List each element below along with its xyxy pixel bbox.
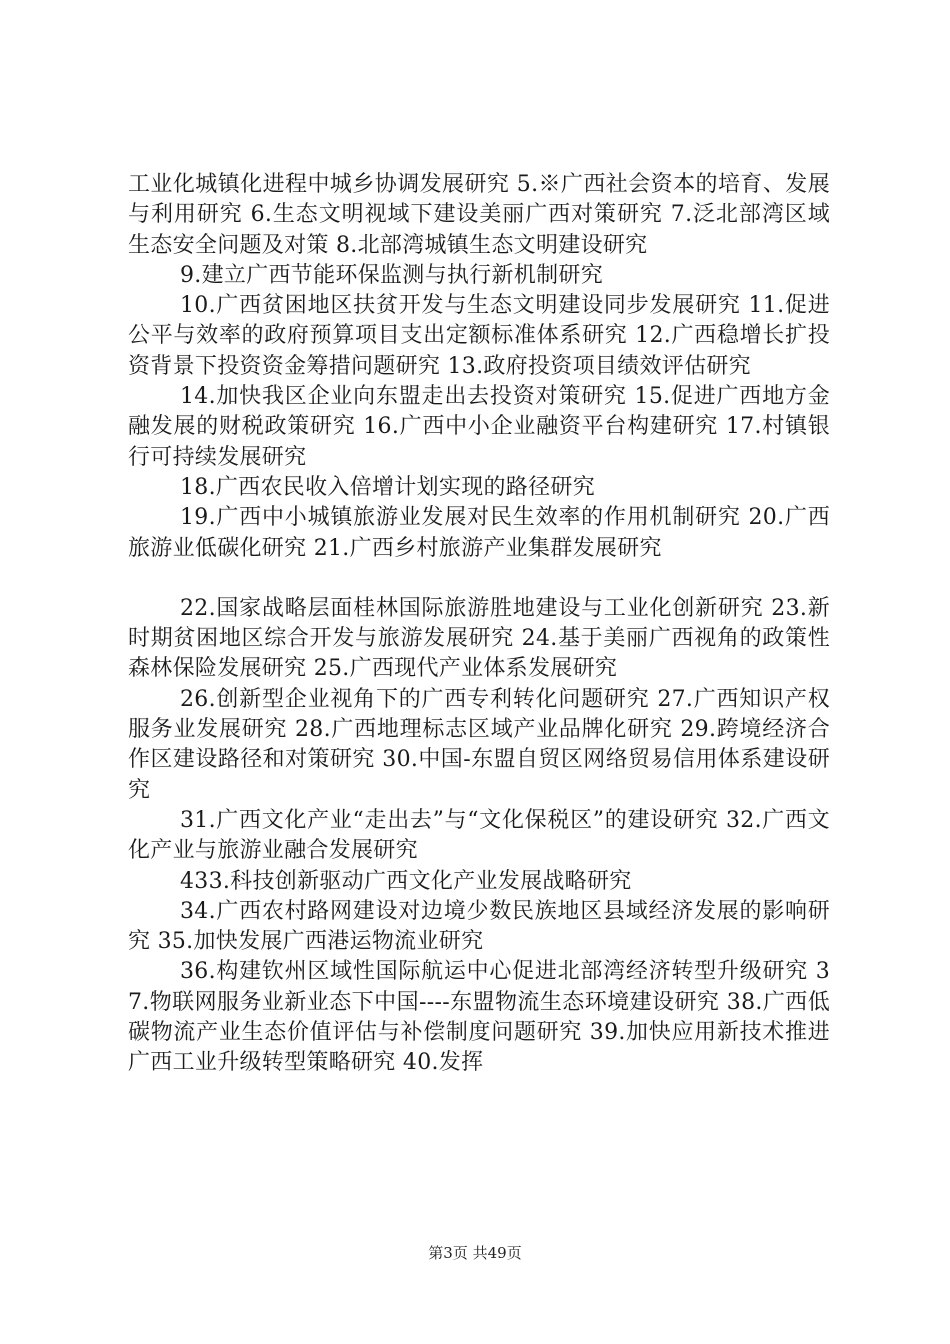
paragraph-continuation: 工业化城镇化进程中城乡协调发展研究 5.※广西社会资本的培育、发展与利用研究 6.生态文明视域下建设美丽广西对策研究 7.泛北部湾区域生态安全问题及对策 8.北部湾城镇生态文明建设研究	[128, 172, 830, 258]
paragraph-items-10-13: 10.广西贫困地区扶贫开发与生态文明建设同步发展研究 11.促进公平与效率的政府预算项目支出定额标准体系研究 12.广西稳增长扩投资背景下投资资金筹措问题研究 13.政府投资项目绩效评估研究	[128, 293, 830, 379]
paragraph-items-19-21: 19.广西中小城镇旅游业发展对民生效率的作用机制研究 20.广西旅游业低碳化研究 21.广西乡村旅游产业集群发展研究	[128, 505, 830, 561]
page-number: 第3页 共49页	[428, 1244, 522, 1262]
paragraph-item-18: 18.广西农民收入倍增计划实现的路径研究	[180, 474, 595, 500]
paragraph-items-26-30: 26.创新型企业视角下的广西专利转化问题研究 27.广西知识产权服务业发展研究 28.广西地理标志区域产业品牌化研究 29.跨境经济合作区建设路径和对策研究 30.中国-东盟自贸区网络贸易信用体系建设研究	[128, 686, 830, 803]
paragraph-items-14-17: 14.加快我区企业向东盟走出去投资对策研究 15.促进广西地方金融发展的财税政策研究 16.广西中小企业融资平台构建研究 17.村镇银行可持续发展研究	[128, 384, 830, 470]
document-body	[128, 170, 830, 1079]
paragraph-items-34-35: 34.广西农村路网建设对边境少数民族地区县域经济发展的影响研究 35.加快发展广西港运物流业研究	[128, 898, 830, 955]
paragraph-items-31-32: 31.广西文化产业“走出去”与“文化保税区”的建设研究 32.广西文化产业与旅游业融合发展研究	[128, 807, 830, 864]
paragraph-items-36-40: 36.构建钦州区域性国际航运中心促进北部湾经济转型升级研究 37.物联网服务业新业态下中国----东盟物流生态环境建设研究 38.广西低碳物流产业生态价值评估与补偿制度问题研究 39.加快应用新技术推进广西工业升级转型策略研究 40.发挥	[128, 959, 830, 1076]
paragraph-items-22-25: 22.国家战略层面桂林国际旅游胜地建设与工业化创新研究 23.新时期贫困地区综合开发与旅游发展研究 24.基于美丽广西视角的政策性森林保险发展研究 25.广西现代产业体系发展研究	[128, 595, 830, 682]
page-footer	[0, 1243, 950, 1263]
paragraph-item-33: 433.科技创新驱动广西文化产业发展战略研究	[180, 868, 632, 894]
paragraph-item-9: 9.建立广西节能环保监测与执行新机制研究	[180, 262, 603, 288]
